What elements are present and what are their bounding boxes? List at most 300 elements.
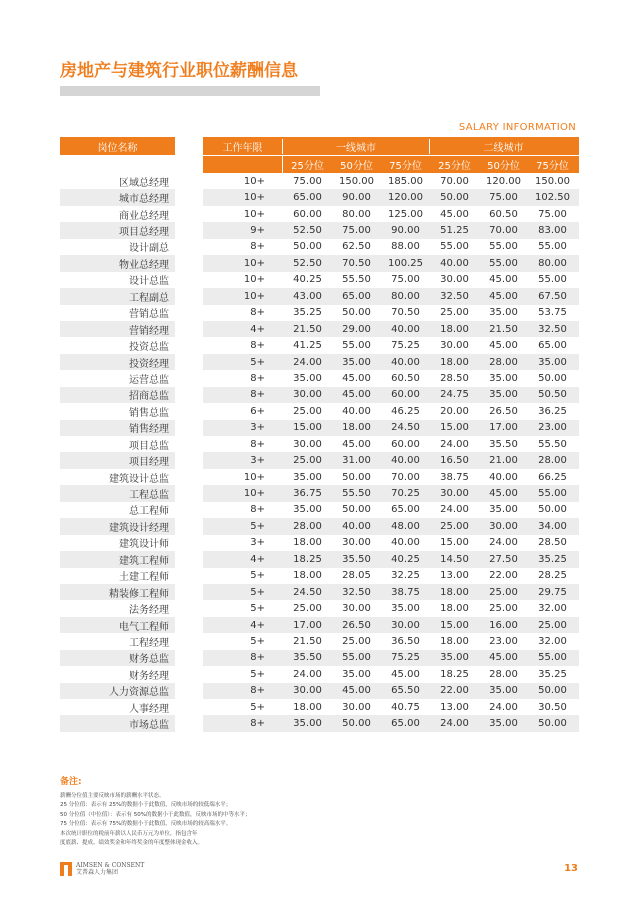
- tier1-p25-cell: 18.25: [293, 553, 322, 565]
- tier2-p50-cell: 30.00: [489, 520, 518, 532]
- position-header-spacer: [60, 156, 175, 173]
- experience-cell: 5+: [250, 586, 265, 598]
- tier2-p25-cell: 18.00: [440, 635, 469, 647]
- position-name: 建筑设计总监: [109, 473, 169, 485]
- tier2-p25-cell: 50.00: [440, 192, 469, 204]
- table-row: [203, 633, 579, 649]
- tier2-p25-cell: 16.50: [440, 455, 469, 467]
- tier1-p25-cell: 21.50: [293, 323, 322, 335]
- salary-rows: [203, 173, 579, 732]
- experience-cell: 5+: [250, 701, 265, 713]
- tier2-p50-cell: 35.00: [489, 718, 518, 730]
- tier2-p50-cell: 35.00: [489, 389, 518, 401]
- experience-cell: 8+: [250, 372, 265, 384]
- table-row: [60, 485, 175, 501]
- tier2-p50-cell: 60.50: [489, 208, 518, 220]
- tier2-p50-cell: 21.00: [489, 455, 518, 467]
- table-row: [60, 403, 175, 419]
- tier2-p25-cell: 40.00: [440, 257, 469, 269]
- tier2-p25-cell: 35.00: [440, 652, 469, 664]
- position-name: 设计副总: [129, 243, 169, 255]
- tier2-p75-cell: 55.00: [538, 488, 567, 500]
- tier2-p75-cell: 32.00: [538, 635, 567, 647]
- table-row: [60, 370, 175, 386]
- table-row: [203, 173, 579, 189]
- position-name: 项目总经理: [119, 227, 169, 239]
- tier2-p50-cell: 17.00: [489, 422, 518, 434]
- tier2-p75-cell: 28.50: [538, 537, 567, 549]
- tier1-p25-cell: 40.25: [293, 274, 322, 286]
- tier2-p25-cell: 25.00: [440, 520, 469, 532]
- tier1-p50-cell: 40.00: [342, 405, 371, 417]
- position-header-label: 岗位名称: [97, 142, 138, 154]
- position-name: 运营总监: [129, 374, 169, 386]
- tier2-p50-cell: 45.00: [489, 340, 518, 352]
- experience-cell: 8+: [250, 652, 265, 664]
- tier2-p25-cell: 15.00: [440, 422, 469, 434]
- tier2-p25-cell: 15.00: [440, 619, 469, 631]
- table-row: [60, 600, 175, 616]
- tier1-p75-cell: 80.00: [391, 290, 420, 302]
- tier1-p25-cell: 15.00: [293, 422, 322, 434]
- table-row: [60, 321, 175, 337]
- tier1-p50-cell: 50.00: [342, 504, 371, 516]
- logo-icon: [60, 862, 72, 876]
- tier2-p25-cell: 18.00: [440, 356, 469, 368]
- tier1-p50-cell: 35.00: [342, 668, 371, 680]
- notes-line: 度底薪、提成、绩效奖金和年终奖金的年度整体现金收入。: [60, 840, 204, 846]
- tier2-p25-cell: 15.00: [440, 537, 469, 549]
- table-row: [203, 337, 579, 353]
- tier2-p25-cell: 18.00: [440, 323, 469, 335]
- tier1-p75-cell: 88.00: [391, 241, 420, 253]
- experience-cell: 10+: [243, 208, 265, 220]
- tier1-p50-cell: 35.00: [342, 356, 371, 368]
- tier1-p25-cell: 60.00: [293, 208, 322, 220]
- table-row: [60, 551, 175, 567]
- tier1-p75-cell: 125.00: [388, 208, 423, 220]
- experience-cell: 9+: [250, 225, 265, 237]
- tier1-p50-cell: 62.50: [342, 241, 371, 253]
- tier2-p50-cell: 35.00: [489, 504, 518, 516]
- experience-cell: 3+: [250, 455, 265, 467]
- position-name: 工程副总: [129, 292, 169, 304]
- notes-line: 薪酬分位值主要反映市场的薪酬水平状态。: [60, 792, 165, 799]
- position-name: 法务经理: [129, 605, 169, 617]
- tier1-p50-cell: 80.00: [342, 208, 371, 220]
- tier1-p25-cell: 35.00: [293, 718, 322, 730]
- notes-line: 50 分位值（中位值）：表示有 50%的数据小于此数值，反映市场的中等水平；: [60, 811, 251, 818]
- tier2-p50-cell: 55.00: [489, 241, 518, 253]
- tier2-p75-cell: 30.50: [538, 701, 567, 713]
- tier2-p25-cell: 70.00: [440, 175, 469, 187]
- tier2-p50-cell: 24.00: [489, 537, 518, 549]
- table-row: [203, 485, 579, 501]
- tier1-p75-cell: 45.00: [391, 668, 420, 680]
- table-row: [60, 272, 175, 288]
- tier1-p50-cell: 29.00: [342, 323, 371, 335]
- table-row: [203, 436, 579, 452]
- position-name: 区域总经理: [119, 177, 169, 189]
- position-name: 精装修工程师: [109, 588, 169, 600]
- tier2-p75-cell: 55.00: [538, 241, 567, 253]
- position-name: 建筑设计师: [119, 539, 169, 551]
- page-number: 13: [564, 863, 578, 874]
- tier1-p50-cell: 90.00: [342, 192, 371, 204]
- tier1-p25-cell: 50.00: [293, 241, 322, 253]
- table-row: [203, 469, 579, 485]
- position-name: 电气工程师: [119, 621, 169, 633]
- tier1-p25-cell: 28.00: [293, 520, 322, 532]
- tier2-p75-cell: 32.00: [538, 603, 567, 615]
- tier1-p25-cell: 21.50: [293, 635, 322, 647]
- table-row: [60, 666, 175, 682]
- tier2-p75-cell: 28.00: [538, 455, 567, 467]
- tier2-p75-cell: 83.00: [538, 225, 567, 237]
- table-row: [203, 420, 579, 436]
- position-name: 销售总监: [129, 407, 169, 419]
- notes-section: [60, 778, 250, 849]
- table-row: [203, 222, 579, 238]
- tier1-p25-cell: 24.00: [293, 356, 322, 368]
- tier2-p50-cell: 45.00: [489, 652, 518, 664]
- experience-cell: 10+: [243, 488, 265, 500]
- tier1-p50-cell: 31.00: [342, 455, 371, 467]
- tier1-p75-cell: 40.25: [391, 553, 420, 565]
- table-row: [60, 650, 175, 666]
- tier2-p25-cell: 30.00: [440, 488, 469, 500]
- experience-cell: 4+: [250, 553, 265, 565]
- position-name: 项目总监: [129, 440, 169, 452]
- tier2-p50-cell: 28.00: [489, 668, 518, 680]
- table-row: [60, 699, 175, 715]
- tier2-p75-header: 75分位: [536, 161, 569, 172]
- tier1-p25-cell: 30.00: [293, 438, 322, 450]
- tier1-p25-cell: 35.00: [293, 504, 322, 516]
- experience-cell: 6+: [250, 405, 265, 417]
- position-header: [60, 137, 175, 155]
- tier1-p25-cell: 17.00: [293, 619, 322, 631]
- tier2-p50-cell: 55.00: [489, 257, 518, 269]
- tier2-p25-cell: 28.50: [440, 372, 469, 384]
- experience-cell: 5+: [250, 356, 265, 368]
- tier1-p75-cell: 48.00: [391, 520, 420, 532]
- tier1-p75-cell: 32.25: [391, 570, 420, 582]
- table-row: [60, 436, 175, 452]
- tier1-p25-cell: 35.00: [293, 471, 322, 483]
- tier1-p75-cell: 90.00: [391, 225, 420, 237]
- experience-cell: 5+: [250, 635, 265, 647]
- table-row: [203, 650, 579, 666]
- tier2-p75-cell: 67.50: [538, 290, 567, 302]
- tier1-p50-cell: 35.50: [342, 553, 371, 565]
- table-row: [60, 387, 175, 403]
- tier2-p50-cell: 25.00: [489, 586, 518, 598]
- tier1-p75-cell: 65.00: [391, 504, 420, 516]
- tier2-p25-cell: 14.50: [440, 553, 469, 565]
- position-rows: [60, 173, 175, 732]
- tier1-p75-cell: 100.25: [388, 257, 423, 269]
- experience-cell: 10+: [243, 274, 265, 286]
- tier1-p25-cell: 25.00: [293, 405, 322, 417]
- tier1-p50-cell: 55.00: [342, 340, 371, 352]
- position-name: 总工程师: [129, 506, 169, 518]
- tier1-p50-cell: 45.00: [342, 685, 371, 697]
- tier2-p50-cell: 40.00: [489, 471, 518, 483]
- tier1-p25-cell: 35.25: [293, 307, 322, 319]
- experience-cell: 5+: [250, 520, 265, 532]
- table-row: [203, 699, 579, 715]
- tier2-p50-cell: 22.00: [489, 570, 518, 582]
- experience-cell: 8+: [250, 389, 265, 401]
- position-name: 物业总经理: [119, 259, 169, 271]
- tier2-p25-cell: 55.00: [440, 241, 469, 253]
- table-row: [203, 502, 579, 518]
- experience-header: 工作年限: [203, 139, 283, 154]
- tier1-p50-cell: 55.50: [342, 274, 371, 286]
- position-column-table: [60, 137, 175, 732]
- tier1-p25-cell: 35.00: [293, 372, 322, 384]
- tier2-p75-cell: 66.25: [538, 471, 567, 483]
- table-row: [203, 617, 579, 633]
- table-row: [203, 452, 579, 468]
- position-name: 销售经理: [129, 424, 169, 436]
- tier2-p25-cell: 30.00: [440, 340, 469, 352]
- table-row: [60, 222, 175, 238]
- table-row: [60, 354, 175, 370]
- experience-cell: 10+: [243, 192, 265, 204]
- tier2-p75-cell: 35.25: [538, 668, 567, 680]
- experience-cell: 3+: [250, 537, 265, 549]
- tier1-p75-cell: 65.50: [391, 685, 420, 697]
- tier1-p25-cell: 52.50: [293, 225, 322, 237]
- tier1-p25-cell: 52.50: [293, 257, 322, 269]
- tier2-p25-cell: 30.00: [440, 274, 469, 286]
- table-row: [203, 518, 579, 534]
- tier2-p50-header: 50分位: [487, 161, 520, 172]
- tier1-p50-cell: 28.05: [342, 570, 371, 582]
- position-name: 人力资源总监: [109, 687, 169, 699]
- tier1-p75-cell: 75.25: [391, 652, 420, 664]
- tier1-p50-cell: 18.00: [342, 422, 371, 434]
- table-row: [203, 403, 579, 419]
- table-row: [60, 584, 175, 600]
- tier2-p50-cell: 75.00: [489, 192, 518, 204]
- tier2-p50-cell: 21.50: [489, 323, 518, 335]
- table-row: [60, 715, 175, 731]
- tier2-p50-cell: 35.00: [489, 685, 518, 697]
- tier2-p75-cell: 55.00: [538, 652, 567, 664]
- tier1-p75-cell: 75.00: [391, 274, 420, 286]
- table-row: [60, 452, 175, 468]
- tier1-p25-cell: 18.00: [293, 537, 322, 549]
- logo-chinese-name: 艾普森人力集团: [76, 869, 119, 876]
- tier1-p50-cell: 75.00: [342, 225, 371, 237]
- tier2-p50-cell: 45.00: [489, 488, 518, 500]
- tier2-p75-cell: 75.00: [538, 208, 567, 220]
- tier2-p50-cell: 25.00: [489, 603, 518, 615]
- tier2-p75-cell: 29.75: [538, 586, 567, 598]
- tier1-p25-header: 25分位: [291, 161, 324, 172]
- experience-cell: 4+: [250, 323, 265, 335]
- tier2-p75-cell: 35.00: [538, 356, 567, 368]
- position-name: 招商总监: [129, 391, 169, 403]
- tier2-p75-cell: 25.00: [538, 619, 567, 631]
- tier2-p75-cell: 23.00: [538, 422, 567, 434]
- tier1-p75-cell: 70.25: [391, 488, 420, 500]
- table-row: [203, 288, 579, 304]
- tier1-p75-cell: 60.50: [391, 372, 420, 384]
- tier2-p50-cell: 23.00: [489, 635, 518, 647]
- table-row: [60, 617, 175, 633]
- tier1-p50-cell: 55.00: [342, 652, 371, 664]
- experience-cell: 8+: [250, 438, 265, 450]
- position-name: 投资总监: [129, 342, 169, 354]
- page-title: 房地产与建筑行业职位薪酬信息: [60, 61, 298, 81]
- experience-cell: 8+: [250, 718, 265, 730]
- table-row: [203, 206, 579, 222]
- position-name: 市场总监: [129, 720, 169, 732]
- tier1-p50-header: 50分位: [340, 161, 373, 172]
- company-logo: [60, 862, 144, 876]
- tier2-p25-cell: 51.25: [440, 225, 469, 237]
- tier2-p50-cell: 26.50: [489, 405, 518, 417]
- tier2-p50-cell: 27.50: [489, 553, 518, 565]
- tier1-p75-cell: 60.00: [391, 438, 420, 450]
- tier2-p50-cell: 120.00: [486, 175, 521, 187]
- experience-cell: 8+: [250, 685, 265, 697]
- table-row: [60, 633, 175, 649]
- tier1-city-header: 一线城市: [283, 139, 430, 154]
- tier1-p50-cell: 25.00: [342, 635, 371, 647]
- table-row: [60, 535, 175, 551]
- table-row: [203, 584, 579, 600]
- table-row: [203, 239, 579, 255]
- percentile-header: [203, 156, 579, 173]
- experience-cell: 8+: [250, 241, 265, 253]
- tier2-p75-cell: 50.00: [538, 685, 567, 697]
- tier2-p75-cell: 50.00: [538, 504, 567, 516]
- table-row: [203, 683, 579, 699]
- experience-cell: 10+: [243, 471, 265, 483]
- experience-cell: 8+: [250, 340, 265, 352]
- tier1-p25-cell: 75.00: [293, 175, 322, 187]
- table-row: [203, 551, 579, 567]
- position-name: 设计总监: [129, 276, 169, 288]
- percentile-header-blank: [203, 156, 283, 173]
- logo-text: [76, 862, 144, 876]
- table-row: [60, 469, 175, 485]
- tier2-p25-cell: 24.00: [440, 438, 469, 450]
- tier2-p25-cell: 20.00: [440, 405, 469, 417]
- tier2-p25-cell: 24.75: [440, 389, 469, 401]
- tier1-p25-cell: 25.00: [293, 603, 322, 615]
- tier1-p25-cell: 41.25: [293, 340, 322, 352]
- title-underline-bar: [60, 86, 320, 96]
- experience-cell: 5+: [250, 603, 265, 615]
- tier2-p75-cell: 50.00: [538, 372, 567, 384]
- position-name: 财务经理: [129, 670, 169, 682]
- tier1-p75-cell: 36.50: [391, 635, 420, 647]
- tier1-p25-cell: 35.50: [293, 652, 322, 664]
- position-name: 项目经理: [129, 457, 169, 469]
- salary-table: [203, 137, 579, 732]
- position-name: 商业总经理: [119, 210, 169, 222]
- tier2-p50-cell: 45.00: [489, 274, 518, 286]
- tier2-p75-cell: 150.00: [535, 175, 570, 187]
- table-row: [203, 354, 579, 370]
- tier2-p50-cell: 16.00: [489, 619, 518, 631]
- tier2-p75-cell: 34.00: [538, 520, 567, 532]
- tier2-p25-cell: 24.00: [440, 504, 469, 516]
- tier1-p50-cell: 45.00: [342, 372, 371, 384]
- tier1-p75-cell: 38.75: [391, 586, 420, 598]
- notes-title: 备注:: [60, 777, 82, 787]
- table-row: [60, 239, 175, 255]
- tier1-p50-cell: 150.00: [339, 175, 374, 187]
- tier1-p50-cell: 32.50: [342, 586, 371, 598]
- tier1-p50-cell: 55.50: [342, 488, 371, 500]
- table-row: [203, 568, 579, 584]
- tier1-p50-cell: 30.00: [342, 603, 371, 615]
- notes-line: 75 分位值：表示有 75%的数据小于此数值，反映市场的较高端水平。: [60, 821, 232, 827]
- tier1-p25-cell: 18.00: [293, 570, 322, 582]
- tier2-p25-cell: 18.00: [440, 603, 469, 615]
- tier1-p75-header: 75分位: [389, 161, 422, 172]
- tier1-p50-cell: 26.50: [342, 619, 371, 631]
- tier1-p75-cell: 70.50: [391, 307, 420, 319]
- tier2-p25-cell: 22.00: [440, 685, 469, 697]
- tier1-p50-cell: 45.00: [342, 389, 371, 401]
- tier1-p50-cell: 50.00: [342, 471, 371, 483]
- tier1-p25-cell: 18.00: [293, 701, 322, 713]
- table-row: [60, 337, 175, 353]
- experience-cell: 10+: [243, 290, 265, 302]
- tier1-p25-cell: 30.00: [293, 685, 322, 697]
- tier2-p75-cell: 35.25: [538, 553, 567, 565]
- experience-cell: 5+: [250, 570, 265, 582]
- position-name: 土建工程师: [119, 572, 169, 584]
- tier2-p75-cell: 36.25: [538, 405, 567, 417]
- position-name: 人事经理: [129, 703, 169, 715]
- notes-line: 本次统计职位的税前年薪以人民币万元为单位，指包含年: [60, 830, 198, 837]
- tier2-p25-cell: 38.75: [440, 471, 469, 483]
- tier1-p25-cell: 24.50: [293, 586, 322, 598]
- tier1-p75-cell: 40.00: [391, 323, 420, 335]
- tier1-p50-cell: 50.00: [342, 718, 371, 730]
- tier1-p75-cell: 40.75: [391, 701, 420, 713]
- experience-cell: 5+: [250, 668, 265, 680]
- experience-cell: 10+: [243, 257, 265, 269]
- notes-line: 25 分位值：表示有 25%的数据小于此数值，反映市场的较低端水平；: [60, 802, 232, 808]
- table-row: [60, 420, 175, 436]
- position-name: 投资经理: [129, 358, 169, 370]
- tier2-p75-cell: 53.75: [538, 307, 567, 319]
- tier1-p75-cell: 24.50: [391, 422, 420, 434]
- tier1-p75-cell: 40.00: [391, 356, 420, 368]
- tier1-p25-cell: 24.00: [293, 668, 322, 680]
- table-row: [203, 305, 579, 321]
- tier2-p75-cell: 55.50: [538, 438, 567, 450]
- position-name: 城市总经理: [119, 194, 169, 206]
- table-row: [60, 502, 175, 518]
- table-row: [60, 305, 175, 321]
- table-row: [203, 370, 579, 386]
- table-row: [60, 255, 175, 271]
- tier1-p50-cell: 65.00: [342, 290, 371, 302]
- tier1-p75-cell: 65.00: [391, 718, 420, 730]
- tier1-p75-cell: 40.00: [391, 537, 420, 549]
